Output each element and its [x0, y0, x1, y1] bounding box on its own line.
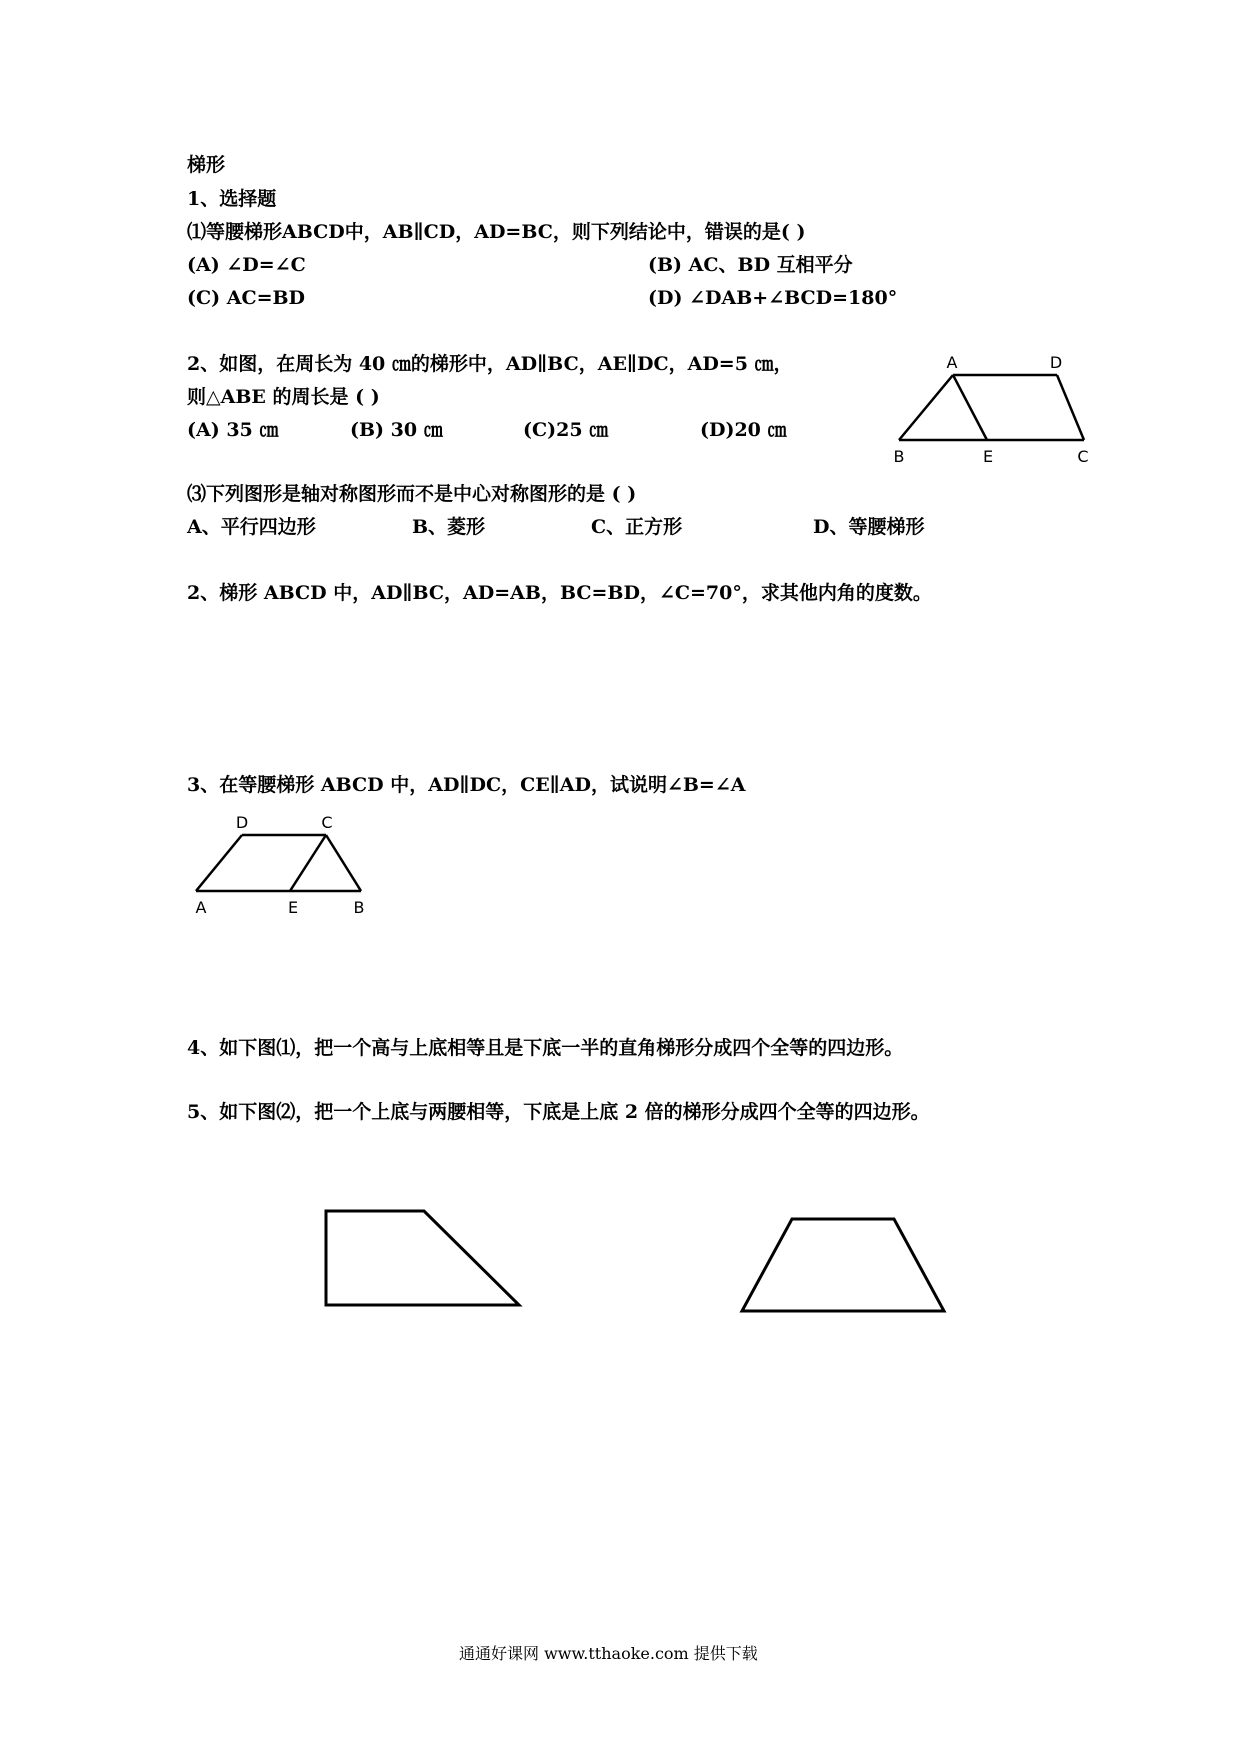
q3-option-d: D、等腰梯形	[813, 516, 925, 538]
p3-label-d: D	[235, 813, 249, 832]
q2-stem-line1: 2、如图，在周长为 40 ㎝的梯形中，AD∥BC，AE∥DC，AD=5 ㎝，	[187, 353, 793, 375]
section-heading-choice: 1、选择题	[187, 188, 277, 210]
p3-label-c: C	[321, 813, 333, 832]
q1-option-b: (B) AC、BD 互相平分	[648, 254, 853, 276]
p3-segment-ad	[196, 835, 242, 891]
q2-label-b: B	[893, 447, 905, 466]
page-title: 梯形	[187, 154, 226, 176]
q1-option-a: (A) ∠D=∠C	[187, 254, 306, 276]
q2-label-e: E	[982, 447, 994, 466]
page-footer: 通通好课网 www.tthaoke.com 提供下载	[459, 1644, 758, 1663]
problem3-text: 3、在等腰梯形 ABCD 中，AD∥DC，CE∥AD，试说明∠B=∠A	[187, 774, 746, 796]
q2-segment-ae	[953, 375, 987, 440]
problem5-text: 5、如下图⑵，把一个上底与两腰相等，下底是上底 2 倍的梯形分成四个全等的四边形。	[187, 1101, 930, 1123]
problem4-text: 4、如下图⑴，把一个高与上底相等且是下底一半的直角梯形分成四个全等的四边形。	[187, 1037, 904, 1059]
q2-stem-line2: 则△ABE 的周长是 ( )	[187, 386, 380, 408]
q3-option-c: C、正方形	[591, 516, 683, 538]
p3-label-b: B	[353, 898, 365, 917]
q2-label-a: A	[946, 353, 958, 372]
q1-stem: ⑴等腰梯形ABCD中，AB∥CD，AD=BC，则下列结论中，错误的是( )	[187, 221, 806, 243]
q1-option-c: (C) AC=BD	[187, 287, 306, 309]
q2-trapezoid-figure	[880, 345, 1100, 470]
problem2-text: 2、梯形 ABCD 中，AD∥BC，AD=AB，BC=BD，∠C=70°，求其他内角的度数。	[187, 582, 932, 604]
q3-option-b: B、菱形	[412, 516, 486, 538]
q2-option-a: (A) 35 ㎝	[187, 419, 279, 441]
q2-segment-ab	[899, 375, 953, 440]
q2-segment-dc	[1057, 375, 1084, 440]
q2-option-d: (D)20 ㎝	[700, 419, 787, 441]
q2-label-d: D	[1049, 353, 1063, 372]
right-trapezoid-figure	[320, 1200, 530, 1310]
q1-option-d: (D) ∠DAB+∠BCD=180°	[648, 287, 898, 309]
q3-stem: ⑶下列图形是轴对称图形而不是中心对称图形的是 ( )	[187, 483, 637, 505]
q2-option-b: (B) 30 ㎝	[350, 419, 443, 441]
q2-option-c: (C)25 ㎝	[523, 419, 609, 441]
isosceles-trapezoid-figure	[735, 1210, 955, 1320]
problem3-trapezoid-figure	[180, 810, 380, 920]
p3-label-e: E	[287, 898, 299, 917]
p3-segment-ce	[290, 835, 326, 891]
p3-segment-cb	[326, 835, 361, 891]
p3-label-a: A	[195, 898, 207, 917]
q3-option-a: A、平行四边形	[187, 516, 316, 538]
q2-label-c: C	[1077, 447, 1089, 466]
